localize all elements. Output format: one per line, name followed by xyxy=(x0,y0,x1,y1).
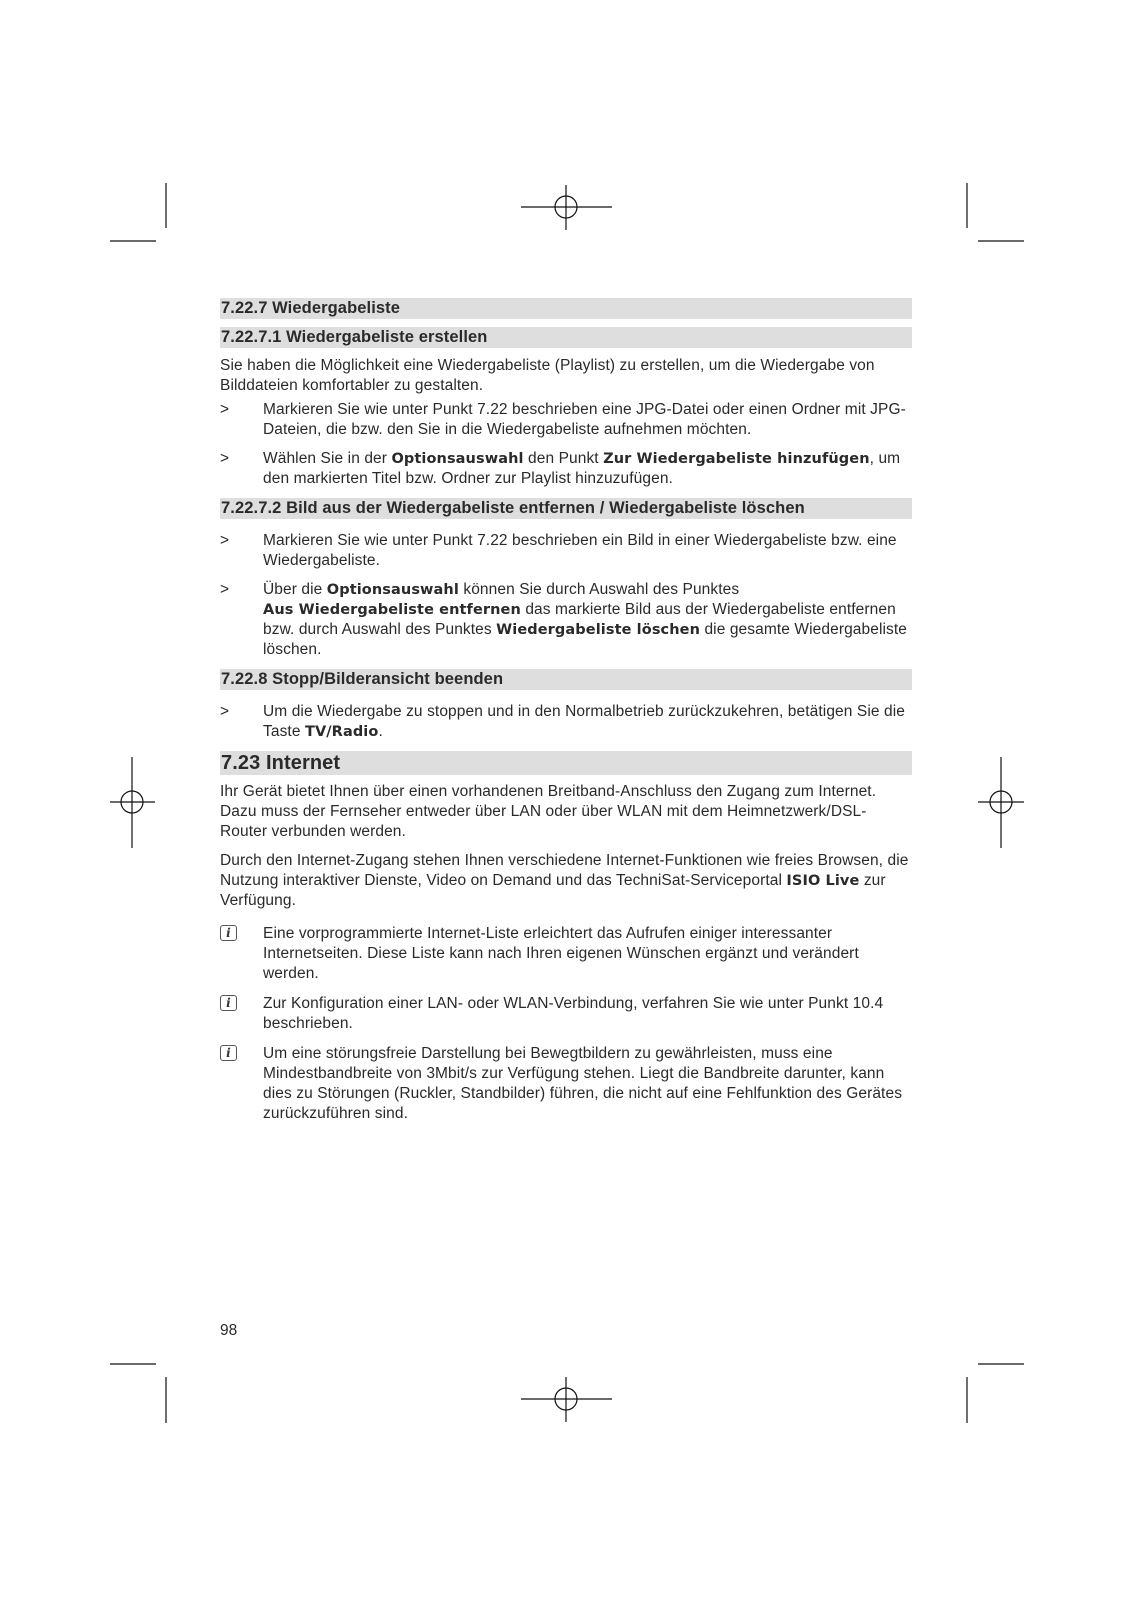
info-note xyxy=(220,924,912,984)
text-run: Über die xyxy=(263,581,327,598)
bold-term: ISIO Live xyxy=(786,873,860,889)
text-run: , um den markierten Titel bzw. Ordner zur Playlist hinzuzufügen. xyxy=(263,450,901,487)
bullet-marker: > xyxy=(220,401,230,418)
list-item xyxy=(220,531,912,571)
bullet-marker: > xyxy=(220,581,230,598)
bullet-marker: > xyxy=(220,450,230,467)
bold-term: Zur Wiedergabeliste hinzufügen xyxy=(603,451,870,467)
list-item xyxy=(220,400,912,440)
text-run: können Sie durch Auswahl des Punktes xyxy=(458,581,740,598)
registration-mark-icon xyxy=(978,757,1024,848)
subsection-heading: 7.22.7.2 Bild aus der Wiedergabeliste entfernen / Wiedergabeliste löschen xyxy=(220,498,912,519)
text-run: das markierte Bild aus der Wiedergabeliste entfernen bzw. durch Auswahl des Punktes xyxy=(263,601,896,638)
subsection-heading: 7.22.7.1 Wiedergabeliste erstellen xyxy=(220,327,912,348)
text-run: Durch den Internet-Zugang stehen Ihnen verschiedene Internet-Funktionen wie freies Browsen, die Nutzung interaktiver Dienste, Video on Demand und das TechniSat-Serviceportal xyxy=(220,852,909,889)
bullet-marker: > xyxy=(220,703,230,720)
info-icon: i xyxy=(220,925,237,941)
bold-term: Aus Wiedergabeliste entfernen xyxy=(263,602,521,618)
info-icon: i xyxy=(220,1045,237,1061)
paragraph: Sie haben die Möglichkeit eine Wiedergabeliste (Playlist) zu erstellen, um die Wiedergabe von Bilddateien komfortabler zu gestalten. xyxy=(220,357,875,394)
info-note-text: Um eine störungsfreie Darstellung bei Bewegtbildern zu gewährleisten, muss eine Mindestbandbreite von 3Mbit/s zur Verfügung stehen. Liegt die Bandbreite darunter, kann dies zu Störungen (Ruckler, Standbilder) führen, die nicht auf eine Fehlfunktion des Gerätes zurückzuführen sind. xyxy=(263,1045,903,1122)
page-content xyxy=(220,298,912,1133)
bold-term: Wiedergabeliste löschen xyxy=(496,622,701,638)
page-number: 98 xyxy=(220,1322,238,1339)
section-heading: 7.22.8 Stopp/Bilderansicht beenden xyxy=(220,669,912,690)
list-item xyxy=(220,702,912,742)
bold-term: Optionsauswahl xyxy=(326,582,459,598)
info-note xyxy=(220,994,912,1034)
list-item xyxy=(220,449,912,489)
text-run: zur Verfügung. xyxy=(220,872,886,909)
bold-term: Optionsauswahl xyxy=(391,451,524,467)
text-run: . xyxy=(378,723,383,740)
registration-mark-icon xyxy=(110,757,155,848)
list-item-text xyxy=(263,581,907,658)
info-note-text: Zur Konfiguration einer LAN- oder WLAN-Verbindung, verfahren Sie wie unter Punkt 10.4 beschrieben. xyxy=(263,995,884,1032)
chapter-heading: 7.23 Internet xyxy=(220,751,912,775)
registration-mark-icon xyxy=(521,1377,612,1422)
paragraph xyxy=(220,851,912,911)
text-run: Um die Wiedergabe zu stoppen und in den Normalbetrieb zurückzukehren, betätigen Sie die Taste xyxy=(263,703,905,740)
list-item-text: Markieren Sie wie unter Punkt 7.22 beschrieben eine JPG-Datei oder einen Ordner mit JPG-Dateien, die bzw. den Sie in die Wiedergabeliste aufnehmen möchten. xyxy=(263,401,906,438)
list-item xyxy=(220,580,912,660)
info-note-text: Eine vorprogrammierte Internet-Liste erleichtert das Aufrufen einiger interessanter Internetseiten. Diese Liste kann nach Ihren eigenen Wünschen ergänzt und verändert werden. xyxy=(263,925,859,982)
bold-term: TV/Radio xyxy=(304,724,379,740)
text-run: die gesamte Wiedergabeliste löschen. xyxy=(263,621,908,658)
section-heading: 7.22.7 Wiedergabeliste xyxy=(220,298,912,319)
info-note xyxy=(220,1044,912,1124)
info-icon: i xyxy=(220,995,237,1011)
text-run: den Punkt xyxy=(523,450,604,467)
bullet-marker: > xyxy=(220,532,230,549)
list-item-text: Markieren Sie wie unter Punkt 7.22 beschrieben ein Bild in einer Wiedergabeliste bzw. eine Wiedergabeliste. xyxy=(263,532,897,569)
registration-mark-icon xyxy=(521,185,612,230)
list-item-text xyxy=(263,703,905,740)
list-item-text xyxy=(263,450,900,487)
paragraph: Ihr Gerät bietet Ihnen über einen vorhandenen Breitband-Anschluss den Zugang zum Internet. Dazu muss der Fernseher entweder über LAN oder über WLAN mit dem Heimnetzwerk/DSL-Router verbunden werden. xyxy=(220,783,877,840)
text-run: Wählen Sie in der xyxy=(263,450,392,467)
